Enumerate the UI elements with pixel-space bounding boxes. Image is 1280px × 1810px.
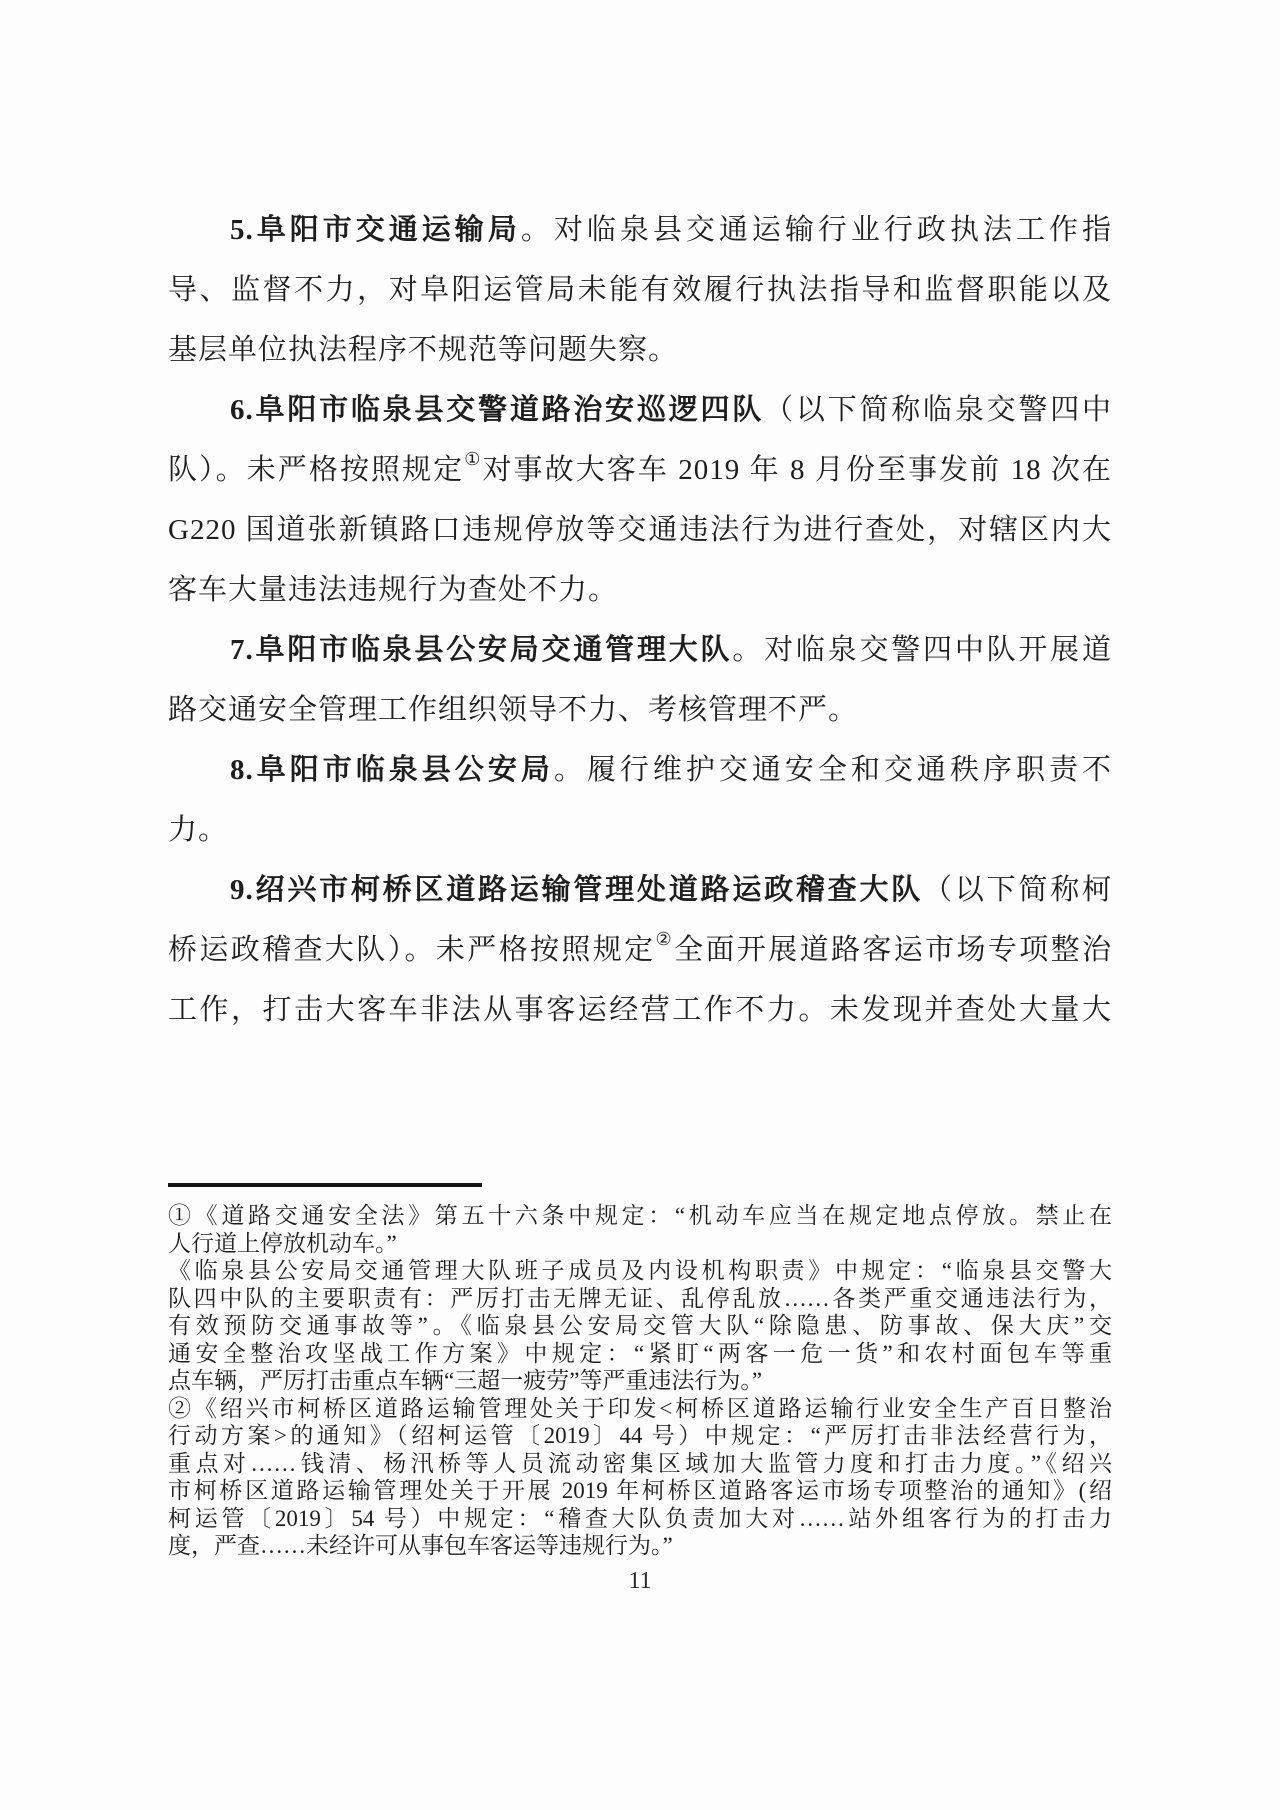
entity-heading: 8.阜阳市临泉县公安局 <box>230 754 554 786</box>
body-line-text: （以下简称柯 <box>923 874 1112 906</box>
entity-heading: 5.阜阳市交通运输局 <box>230 214 521 246</box>
body-line-text: 。履行维护交通安全和交通秩序职责不 <box>553 754 1112 786</box>
body-line <box>168 380 1112 440</box>
body-line: G220 国道张新镇路口违规停放等交通违法行为进行查处，对辖区内大 <box>168 514 1112 546</box>
body-line-text: 桥运政稽查大队）。未严格按照规定 <box>168 934 656 966</box>
footnote-line: 柯运管〔2019〕54 号）中规定：“稽查大队负责加大对……站外组客行为的打击力 <box>168 1505 1112 1531</box>
footnote-line: ②《绍兴市柯桥区道路运输管理处关于印发<柯桥区道路运输行业安全生产百日整治 <box>168 1395 1112 1421</box>
body-line-text: 。对临泉县交通运输行业行政执法工作指 <box>520 214 1112 246</box>
footnote-ref-1-marker: ① <box>464 449 483 469</box>
footnote-line: 市柯桥区道路运输管理处关于开展 2019 年柯桥区道路客运市场专项整治的通知》(绍 <box>168 1478 1112 1503</box>
body-line <box>168 920 1112 980</box>
body-line-text: 队）。未严格按照规定 <box>168 454 465 486</box>
body-line-text: 。对临泉交警四中队开展道 <box>732 634 1112 666</box>
body-line: 工作，打击大客车非法从事客运经营工作不力。未发现并查处大量大 <box>168 994 1112 1026</box>
page-number: 11 <box>628 1568 652 1594</box>
body-line: 导、监督不力，对阜阳运管局未能有效履行执法指导和监督职能以及 <box>168 274 1112 306</box>
body-line: 路交通安全管理工作组织领导不力、考核管理不严。 <box>168 694 859 726</box>
body-line <box>168 200 1112 260</box>
body-line: 客车大量违法违规行为查处不力。 <box>168 574 619 606</box>
body-line: 基层单位执法程序不规范等问题失察。 <box>168 334 679 366</box>
body-line-text: 对事故大客车 2019 年 8 月份至事发前 18 次在 <box>482 454 1112 486</box>
body-text <box>168 200 1112 1040</box>
body-line: 力。 <box>168 814 229 846</box>
footnote-line: 人行道上停放机动车。” <box>168 1230 397 1256</box>
footnote-line: 重点对……钱清、杨汛桥等人员流动密集区域加大监管力度和打击力度。”《绍兴 <box>168 1450 1112 1476</box>
footnotes <box>168 1202 1112 1560</box>
body-line <box>168 860 1112 920</box>
body-line-text: （以下简称临泉交警四中 <box>764 394 1112 426</box>
body-line-text: 全面开展道路客运市场专项整治 <box>674 934 1112 966</box>
footnote-line: 有效预防交通事故等”。《临泉县公安局交管大队“除隐患、防事故、保大庆”交 <box>168 1313 1112 1338</box>
footnote-separator <box>168 1183 482 1187</box>
footnote-line: 通安全整治攻坚战工作方案》中规定：“紧盯“两客一危一货”和农村面包车等重 <box>168 1340 1112 1366</box>
footnote-line: 度，严查……未经许可从事包车客运等违规行为。” <box>168 1533 673 1558</box>
body-line <box>168 620 1112 680</box>
body-line <box>168 440 1112 500</box>
entity-heading: 9.绍兴市柯桥区道路运输管理处道路运政稽查大队 <box>230 874 924 906</box>
footnote-line: 队四中队的主要职责有：严厉打击无牌无证、乱停乱放……各类严重交通违法行为， <box>168 1285 1112 1311</box>
footnote-line: 行动方案>的通知》（绍柯运管〔2019〕44 号）中规定：“严厉打击非法经营行为， <box>168 1423 1112 1448</box>
footnote-ref-2-marker: ② <box>655 929 675 949</box>
footnote-line: 《临泉县公安局交通管理大队班子成员及内设机构职责》中规定：“临泉县交警大 <box>168 1258 1112 1283</box>
body-line <box>168 740 1112 800</box>
footnote-line: 点车辆，严厉打击重点车辆“三超一疲劳”等严重违法行为。” <box>168 1368 763 1393</box>
entity-heading: 6.阜阳市临泉县交警道路治安巡逻四队 <box>230 394 765 426</box>
entity-heading: 7.阜阳市临泉县公安局交通管理大队 <box>230 634 733 666</box>
footnote-line: ①《道路交通安全法》第五十六条中规定：“机动车应当在规定地点停放。禁止在 <box>168 1203 1112 1228</box>
